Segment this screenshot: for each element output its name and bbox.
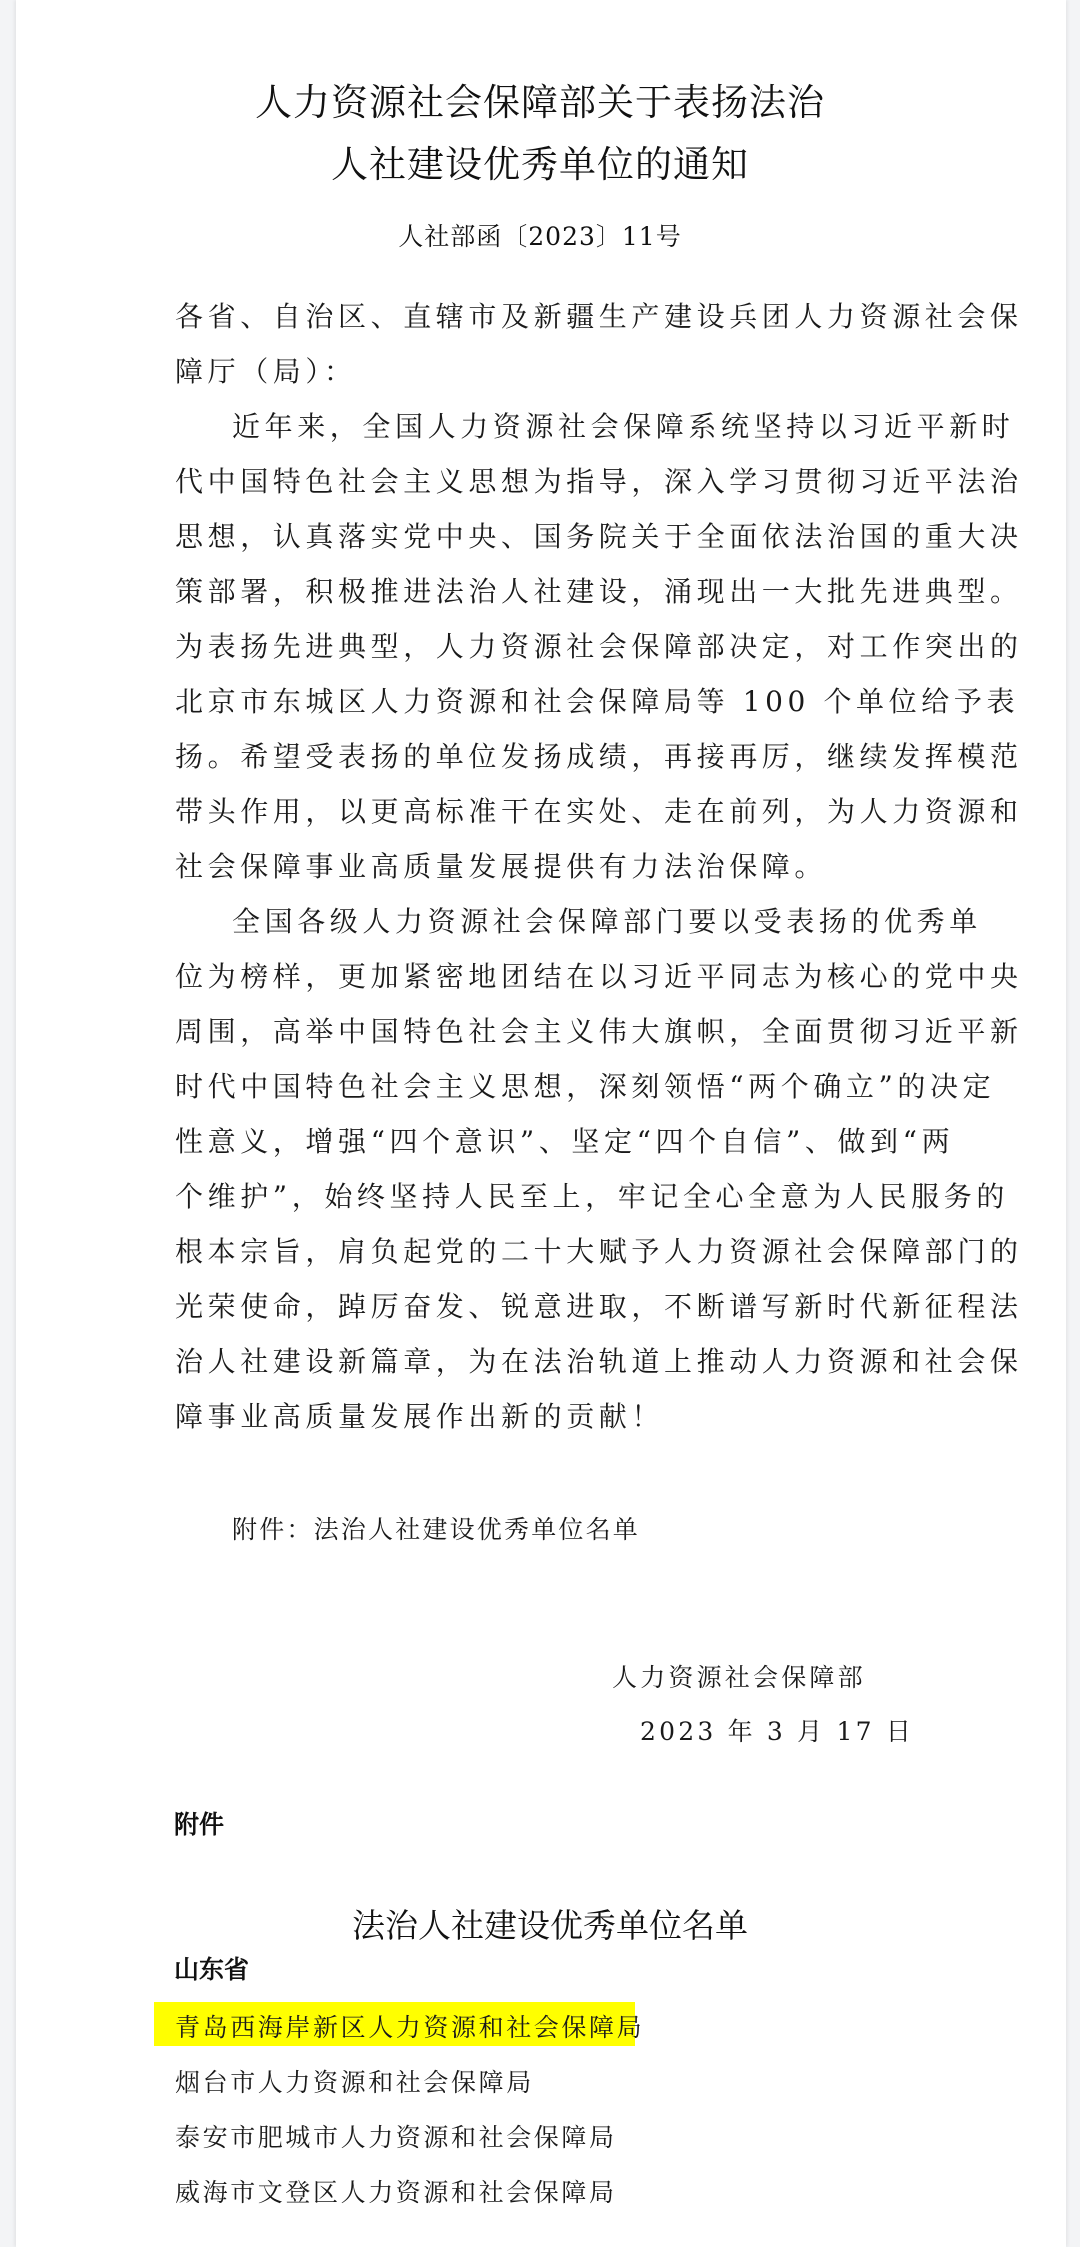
paragraph-line: 为表扬先进典型，人力资源社会保障部决定，对工作突出的: [175, 630, 1023, 663]
paragraph-line: 思想，认真落实党中央、国务院关于全面依法治国的重大决: [175, 520, 1023, 553]
paragraph-line: 全国各级人力资源社会保障部门要以受表扬的优秀单: [232, 905, 982, 938]
issue-date: 2023 年 3 月 17 日: [640, 1717, 915, 1746]
paragraph-line: 根本宗旨，肩负起党的二十大赋予人力资源社会保障部门的: [175, 1235, 1023, 1268]
document-number: 人社部函〔2023〕11号: [398, 222, 682, 251]
salutation-line: 障厅（局）：: [175, 355, 357, 388]
unit-list-item: 烟台市人力资源和社会保障局: [175, 2068, 534, 2097]
paragraph-line: 性意义，增强“四个意识”、坚定“四个自信”、做到“两: [175, 1125, 955, 1158]
paragraph-line: 周围，高举中国特色社会主义伟大旗帜，全面贯彻习近平新: [175, 1015, 1023, 1048]
attachment-label: 附件: [174, 1810, 225, 1839]
paragraph-line: 代中国特色社会主义思想为指导，深入学习贯彻习近平法治: [175, 465, 1023, 498]
paragraph-line: 北京市东城区人力资源和社会保障局等 100 个单位给予表: [175, 685, 1020, 718]
paragraph-line: 带头作用，以更高标准干在实处、走在前列，为人力资源和: [175, 795, 1023, 828]
issuer-signature: 人力资源社会保障部: [612, 1663, 866, 1692]
province-heading: 山东省: [174, 1955, 250, 1984]
paragraph-line: 个维护”，始终坚持人民至上，牢记全心全意为人民服务的: [175, 1180, 1009, 1213]
salutation-line: 各省、自治区、直辖市及新疆生产建设兵团人力资源社会保: [175, 300, 1023, 333]
unit-list-title: 法治人社建设优秀单位名单: [352, 1906, 748, 1945]
unit-list-item: 威海市文登区人力资源和社会保障局: [175, 2178, 617, 2207]
attachment-note: 附件：法治人社建设优秀单位名单: [232, 1515, 641, 1544]
paragraph-line: 扬。希望受表扬的单位发扬成绩，再接再厉，继续发挥模范: [175, 740, 1023, 773]
paragraph-line: 位为榜样，更加紧密地团结在以习近平同志为核心的党中央: [175, 960, 1023, 993]
unit-list-item: 泰安市肥城市人力资源和社会保障局: [175, 2123, 617, 2152]
unit-list-item-highlighted: 青岛西海岸新区人力资源和社会保障局: [175, 2013, 645, 2042]
document-title-line-2: 人社建设优秀单位的通知: [331, 143, 749, 186]
paragraph-line: 光荣使命，踔厉奋发、锐意进取，不断谱写新时代新征程法: [175, 1290, 1023, 1323]
paragraph-line: 障事业高质量发展作出新的贡献！: [175, 1400, 665, 1433]
document-title-line-1: 人力资源社会保障部关于表扬法治: [255, 81, 825, 124]
paragraph-line: 时代中国特色社会主义思想，深刻领悟“两个确立”的决定: [175, 1070, 996, 1103]
paragraph-line: 治人社建设新篇章，为在法治轨道上推动人力资源和社会保: [175, 1345, 1023, 1378]
paragraph-line: 策部署，积极推进法治人社建设，涌现出一大批先进典型。: [175, 575, 1023, 608]
paragraph-line: 近年来，全国人力资源社会保障系统坚持以习近平新时: [232, 410, 1015, 443]
paragraph-line: 社会保障事业高质量发展提供有力法治保障。: [175, 850, 828, 883]
